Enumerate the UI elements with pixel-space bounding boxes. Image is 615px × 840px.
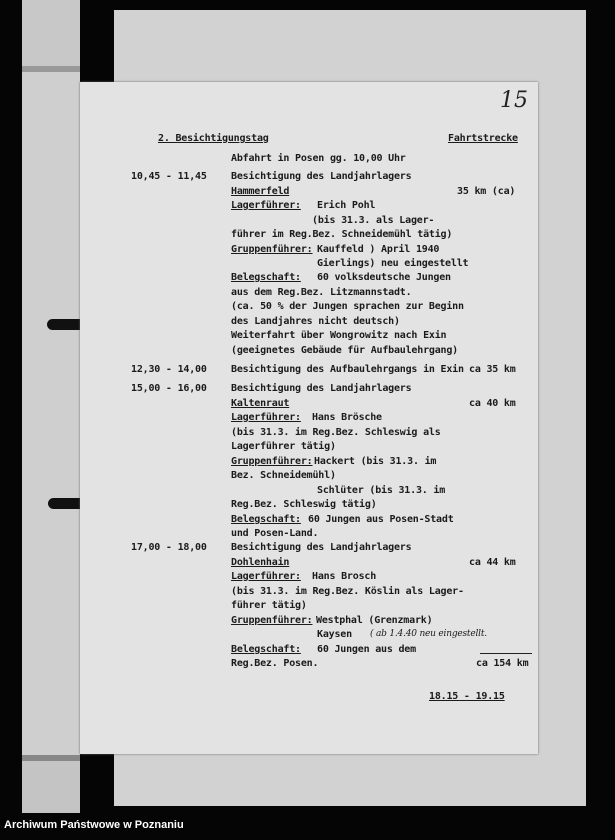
label: Lagerführer: — [231, 571, 301, 582]
label: Gruppenführer: — [231, 244, 313, 255]
text-line: Westphal (Grenzmark) — [316, 615, 433, 626]
label: Lagerführer: — [231, 200, 301, 211]
text-line: Besichtigung des Landjahrlagers — [231, 383, 412, 394]
label: Gruppenführer: — [231, 456, 313, 467]
time-range: 18.15 - 19.15 — [429, 691, 505, 702]
text-line: Abfahrt in Posen gg. 10,00 Uhr — [231, 153, 406, 164]
text-line: Hans Brosch — [312, 571, 377, 582]
column-header: Fahrtstrecke — [448, 133, 518, 144]
binding-top — [22, 0, 80, 72]
text-line: Kauffeld ) April 1940 — [317, 244, 440, 255]
text-line: aus dem Reg.Bez. Litzmannstadt. — [231, 287, 412, 298]
text-line: und Posen-Land. — [231, 528, 319, 539]
text-line: Bez. Schneidemühl) — [231, 470, 336, 481]
time-range: 17,00 - 18,00 — [131, 542, 207, 553]
text-line: Kaysen — [317, 629, 352, 640]
archive-footer: Archiwum Państwowe w Poznaniu — [4, 819, 184, 831]
page-number: 15 — [500, 88, 528, 113]
text-line: (bis 31.3. als Lager- — [312, 215, 435, 226]
text-line: (bis 31.3. im Reg.Bez. Schleswig als — [231, 427, 441, 438]
camp-name: Kaltenraut — [231, 398, 290, 409]
text-line: 60 volksdeutsche Jungen — [317, 272, 451, 283]
time-range: 15,00 - 16,00 — [131, 383, 207, 394]
text-line: Schlüter (bis 31.3. im — [317, 485, 446, 496]
total-distance: ca 154 km — [476, 658, 529, 669]
text-line: Weiterfahrt über Wongrowitz nach Exin — [231, 330, 447, 341]
distance: ca 35 km — [469, 364, 516, 375]
text-line: Reg.Bez. Posen. — [231, 658, 319, 669]
text-line: Besichtigung des Aufbaulehrgangs in Exin — [231, 364, 464, 375]
text-line: 60 Jungen aus Posen-Stadt — [308, 514, 454, 525]
label: Belegschaft: — [231, 644, 301, 655]
distance: 35 km (ca) — [457, 186, 516, 197]
distance: ca 40 km — [469, 398, 516, 409]
label: Belegschaft: — [231, 514, 301, 525]
text-line: Lagerführer tätig) — [231, 441, 336, 452]
camp-name: Hammerfeld — [231, 186, 290, 197]
handwritten-note: ( ab 1.4.40 neu eingestellt. — [370, 629, 487, 639]
camp-name: Dohlenhain — [231, 557, 290, 568]
time-range: 12,30 - 14,00 — [131, 364, 207, 375]
text-line: Besichtigung des Landjahrlagers — [231, 171, 412, 182]
section-title: 2. Besichtigungstag — [158, 133, 269, 144]
text-line: Besichtigung des Landjahrlagers — [231, 542, 412, 553]
text-line: (geeignetes Gebäude für Aufbaulehrgang) — [231, 345, 458, 356]
text-line: Gierlings) neu eingestellt — [317, 258, 469, 269]
binding-bottom — [22, 755, 80, 813]
text-line: Hackert (bis 31.3. im — [314, 456, 437, 467]
text-line: führer tätig) — [231, 600, 307, 611]
label: Belegschaft: — [231, 272, 301, 283]
text-line: führer im Reg.Bez. Schneidemühl tätig) — [231, 229, 453, 240]
text-line: des Landjahres nicht deutsch) — [231, 316, 400, 327]
label: Gruppenführer: — [231, 615, 313, 626]
binding-strip — [22, 0, 80, 808]
text-line: Hans Brösche — [312, 412, 382, 423]
text-line: (bis 31.3. im Reg.Bez. Köslin als Lager- — [231, 586, 464, 597]
text-line: Erich Pohl — [317, 200, 376, 211]
text-line: (ca. 50 % der Jungen sprachen zur Beginn — [231, 301, 464, 312]
distance: ca 44 km — [469, 557, 516, 568]
sum-rule — [480, 653, 532, 654]
text-line: Reg.Bez. Schleswig tätig) — [231, 499, 377, 510]
label: Lagerführer: — [231, 412, 301, 423]
document-page — [80, 82, 538, 754]
time-range: 10,45 - 11,45 — [131, 171, 207, 182]
text-line: 60 Jungen aus dem — [317, 644, 416, 655]
